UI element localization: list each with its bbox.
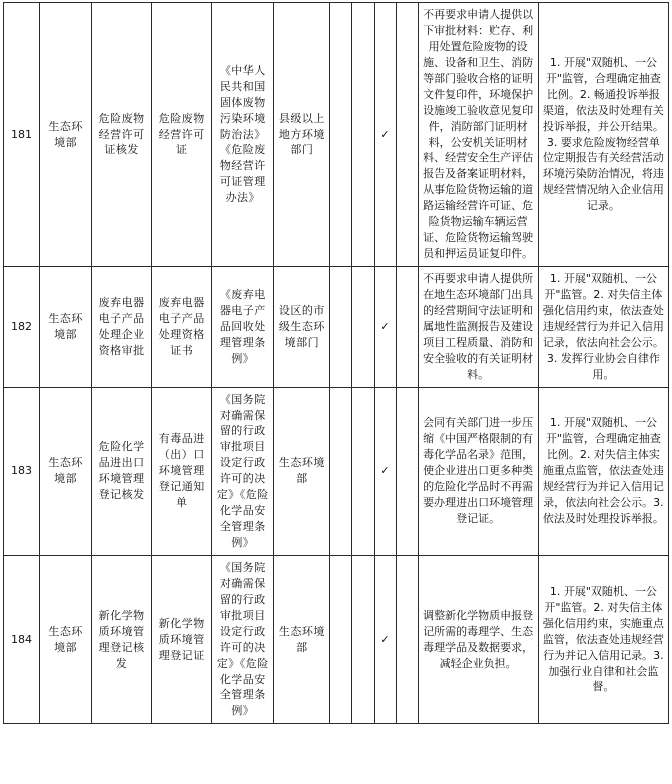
row-legal-basis: 《国务院对确需保留的行政审批项目设定行政许可的决定》《危险化学品安全管理条例》 <box>212 387 274 555</box>
row-item-name: 新化学物质环境管理登记核发 <box>92 555 152 723</box>
row-certificate-name: 新化学物质环境管理登记证 <box>152 555 212 723</box>
row-authority: 生态环境部 <box>274 555 330 723</box>
row-department: 生态环境部 <box>40 555 92 723</box>
row-authority: 设区的市级生态环境部门 <box>274 267 330 388</box>
row-legal-basis: 《国务院对确需保留的行政审批项目设定行政许可的决定》《危险化学品安全管理条例》 <box>212 555 274 723</box>
row-certificate-name: 危险废物经营许可证 <box>152 3 212 267</box>
row-requirement: 不再要求申请人提供所在地生态环境部门出具的经营期间守法证明和属地性监测报告及建设项目工程质量、消防和安全验收的有关证明材料。 <box>418 267 538 388</box>
row-mark-4 <box>396 387 418 555</box>
row-department: 生态环境部 <box>40 3 92 267</box>
row-department: 生态环境部 <box>40 387 92 555</box>
row-number: 182 <box>4 267 40 388</box>
row-requirement: 调整新化学物质申报登记所需的毒理学、生态毒理学品及数据要求，减轻企业负担。 <box>418 555 538 723</box>
row-mark-1 <box>330 267 352 388</box>
row-mark-4 <box>396 555 418 723</box>
table-row <box>4 387 669 555</box>
row-mark-1 <box>330 387 352 555</box>
row-mark-3: ✓ <box>374 267 396 388</box>
row-legal-basis: 《中华人民共和国固体废物污染环境防治法》《危险废物经营许可证管理办法》 <box>212 3 274 267</box>
table-row <box>4 3 669 267</box>
row-mark-4 <box>396 3 418 267</box>
row-certificate-name: 废弃电器电子产品处理资格证书 <box>152 267 212 388</box>
row-mark-2 <box>352 267 374 388</box>
row-mark-1 <box>330 555 352 723</box>
regulation-table <box>3 2 669 724</box>
row-mark-2 <box>352 3 374 267</box>
row-mark-2 <box>352 555 374 723</box>
row-mark-1 <box>330 3 352 267</box>
row-legal-basis: 《废弃电器电子产品回收处理管理条例》 <box>212 267 274 388</box>
row-mark-3: ✓ <box>374 387 396 555</box>
row-authority: 生态环境部 <box>274 387 330 555</box>
row-authority: 县级以上地方环境部门 <box>274 3 330 267</box>
row-requirement: 会同有关部门进一步压缩《中国严格限制的有毒化学品名录》范围，使企业进出口更多种类的危险化学品时不再需要办理进出口环境管理登记证。 <box>418 387 538 555</box>
row-supervision: 1. 开展"双随机、一公开"监管，合理确定抽查比例。2. 畅通投诉举报渠道，依法及时处理有关投诉举报，并公开结果。3. 要求危险废物经营单位定期报告有关经营活动环境污染防治情况，将违规经营情况纳入企业信用记录。 <box>538 3 668 267</box>
row-mark-2 <box>352 387 374 555</box>
row-number: 184 <box>4 555 40 723</box>
row-supervision: 1. 开展"双随机、一公开"监管。2. 对失信主体强化信用约束，依法查处违规经营行为并记入信用记录，依法向社会公示。3. 发挥行业协会自律作用。 <box>538 267 668 388</box>
row-item-name: 废弃电器电子产品处理企业资格审批 <box>92 267 152 388</box>
row-department: 生态环境部 <box>40 267 92 388</box>
row-supervision: 1. 开展"双随机、一公开"监管。2. 对失信主体强化信用约束，实施重点监管，依法查处违规经营行为并记入信用记录。3. 加强行业自律和社会监督。 <box>538 555 668 723</box>
table-row <box>4 267 669 388</box>
row-number: 183 <box>4 387 40 555</box>
row-mark-4 <box>396 267 418 388</box>
table-row <box>4 555 669 723</box>
row-number: 181 <box>4 3 40 267</box>
row-requirement: 不再要求申请人提供以下审批材料：贮存、利用处置危险废物的设施、设备和卫生、消防等部门验收合格的证明文件复印件，环境保护设施竣工验收意见复印件，消防部门证明材料，公安机关证明材料、经营安全生产评估报告及备案证明材料，从事危险货物运输的道路运输经营许可证、危险货物运输车辆运营证、危险货物运输驾驶员和押运员证复印件。 <box>418 3 538 267</box>
row-item-name: 危险废物经营许可证核发 <box>92 3 152 267</box>
row-mark-3: ✓ <box>374 3 396 267</box>
row-certificate-name: 有毒品进（出）口环境管理登记通知单 <box>152 387 212 555</box>
row-mark-3: ✓ <box>374 555 396 723</box>
row-supervision: 1. 开展"双随机、一公开"监管，合理确定抽查比例。2. 对失信主体实施重点监管，依法查处违规经营行为并记入信用记录，依法向社会公示。3. 依法及时处理投诉举报。 <box>538 387 668 555</box>
row-item-name: 危险化学品进出口环境管理登记核发 <box>92 387 152 555</box>
